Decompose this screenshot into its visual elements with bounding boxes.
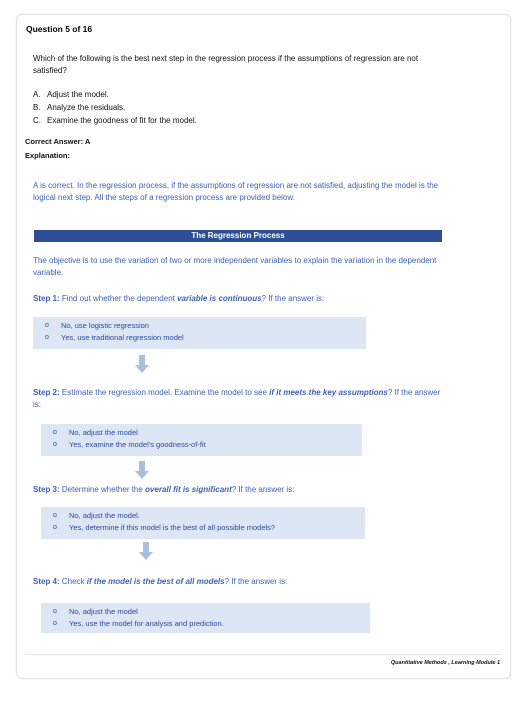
step-4-box	[41, 603, 370, 633]
footer-divider	[25, 654, 502, 655]
process-banner: The Regression Process	[34, 230, 442, 242]
bullet-icon: o	[45, 334, 49, 341]
list-item-text: Yes, examine the model's goodness-of-fit	[69, 440, 206, 449]
option-text: Examine the goodness of fit for the model.	[47, 116, 197, 125]
list-item-text: No, adjust the model.	[69, 511, 140, 520]
option-letter: C.	[33, 116, 41, 125]
list-item	[45, 320, 366, 332]
step-text: ? If the answer is:	[231, 485, 295, 494]
list-item-text: Yes, determine if this model is the best of all possible models?	[69, 523, 276, 532]
objective-text: The objective is to use the variation of two or more independent variables to explain the variation in the dependent variable.	[33, 256, 437, 277]
step-label: Step 3:	[33, 485, 60, 494]
option-text: Analyze the residuals.	[47, 103, 126, 112]
bullet-icon: o	[45, 322, 49, 329]
list-item-text: No, adjust the model	[69, 428, 138, 437]
footer-text: Quantitative Methods , Learning Module 1	[390, 660, 500, 666]
bullet-icon: o	[53, 441, 57, 448]
step-3-text	[33, 484, 443, 496]
option-letter: B.	[33, 103, 41, 112]
document-page	[16, 14, 511, 679]
step-text: ? If the answer is:	[261, 294, 325, 303]
step-2-box	[41, 424, 362, 456]
step-3-box	[41, 507, 365, 539]
step-text: Find out whether the dependent	[59, 294, 178, 303]
question-number: Question 5 of 16	[26, 24, 93, 34]
bullet-icon: o	[53, 620, 57, 627]
step-2-text	[33, 387, 443, 411]
down-arrow-icon	[135, 461, 149, 479]
option-text: Adjust the model.	[47, 90, 109, 99]
list-item-text: Yes, use the model for analysis and prediction.	[69, 619, 224, 628]
list-item-text: No, use logistic regression	[61, 321, 149, 330]
explanation-text: A is correct. In the regression process, if the assumptions of regression are not satisfied, adjusting the model is the logical next step. All the steps of a regression process are provided below.	[33, 181, 439, 202]
list-item	[53, 522, 365, 534]
step-emphasis: if the model is the best of all models	[86, 577, 225, 586]
step-text: ? If the answer is:	[224, 577, 288, 586]
step-emphasis: variable is continuous	[177, 294, 262, 303]
bullet-icon: o	[53, 512, 57, 519]
step-label: Step 1:	[33, 294, 60, 303]
option-b	[33, 103, 125, 112]
step-text: Estimate the regression model. Examine the model to see	[59, 388, 270, 397]
option-c	[33, 116, 197, 125]
bullet-icon: o	[53, 524, 57, 531]
list-item	[45, 332, 366, 344]
correct-answer-label: Correct Answer: A	[25, 137, 91, 146]
bullet-icon: o	[53, 429, 57, 436]
explanation-label: Explanation:	[25, 151, 71, 160]
list-item	[53, 606, 370, 618]
step-label: Step 2:	[33, 388, 60, 397]
step-text: ? If the answer is:	[33, 388, 441, 409]
step-text: Check	[59, 577, 87, 586]
step-text: Determine whether the	[59, 485, 146, 494]
list-item-text: Yes, use traditional regression model	[61, 333, 184, 342]
step-emphasis: overall fit is significant	[145, 485, 232, 494]
step-label: Step 4:	[33, 577, 60, 586]
question-text: Which of the following is the best next step in the regression process if the assumptions of regression are not satisfied?	[33, 54, 419, 75]
down-arrow-icon	[135, 355, 149, 373]
list-item	[53, 510, 365, 522]
down-arrow-icon	[139, 542, 153, 560]
option-letter: A.	[33, 90, 41, 99]
step-4-text	[33, 576, 443, 588]
step-1-text	[33, 293, 443, 305]
list-item	[53, 439, 362, 451]
step-emphasis: if it meets the key assumptions	[269, 388, 388, 397]
list-item	[53, 618, 370, 630]
list-item	[53, 427, 362, 439]
option-a	[33, 90, 109, 99]
bullet-icon: o	[53, 608, 57, 615]
step-1-box	[33, 317, 366, 349]
list-item-text: No, adjust the model	[69, 607, 138, 616]
